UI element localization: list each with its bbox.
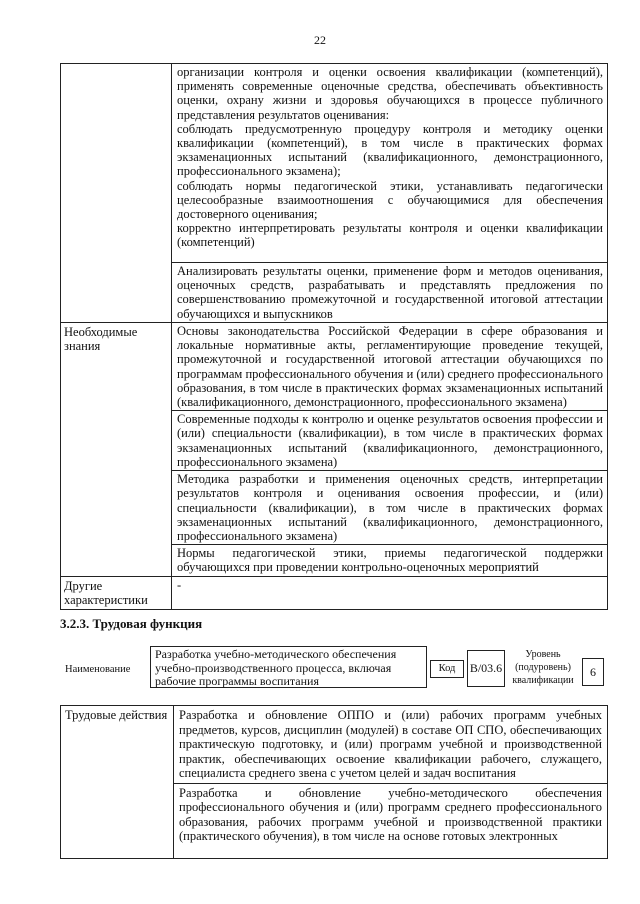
level-value: 6 (582, 658, 604, 686)
table-cell (172, 64, 608, 263)
table-cell: Методика разработки и применения оценочных средств, интерпретации результатов контроля и оценивания освоения профессии, и (или) специальности (квалификации), в том числе в практических формах экзаменационных испытаний (квалификационного, демонстрационного, профессионального экзамена) (172, 471, 608, 545)
code-label: Код (430, 660, 464, 678)
skills-text-1: организации контроля и оценки освоения квалификации (компетенций), применять современные оценочные средства, обеспечивать объективность оценки, охрану жизни и здоровья обучающихся в процессе публичного представления результатов оценивания: соблюдать предусмотренную процедуру контроля и методику оценки квалификации (компетенций), в том числе в практических формах экзаменационных испытаний (квалификационного, демонстрационного, профессионального экзамена); соблюдать нормы педагогической этики, устанавливать педагогически целесообразные взаимоотношения с обучающимися для обеспечения достоверного оценивания; корректно интерпретировать результаты контроля и оценки квалификации (компетенций) (177, 65, 603, 250)
table-cell: Разработка и обновление учебно-методического обеспечения профессионального обучения и (или) программ среднего профессионального образования, рабочих программ учебной и производственной практики (практического обучения), в том числе на основе готовых электронных (174, 783, 608, 858)
table-row-label-knowledge: Необходимые знания (61, 323, 172, 577)
labor-actions-table (60, 705, 608, 859)
table-cell: - (172, 576, 608, 609)
table-cell: Разработка и обновление ОППО и (или) рабочих программ учебных предметов, курсов, дисциплин (модулей) в составе ОП СПО, обеспечивающих практическую подготовку, и (или) программ учебной и производственной практик, обеспечивающих освоение квалификации рабочего, служащего, специалиста среднего звена с учетом целей и задач воспитания (174, 706, 608, 784)
section-title: 3.2.3. Трудовая функция (60, 616, 203, 631)
competency-table (60, 63, 608, 610)
table-cell: Современные подходы к контролю и оценке результатов освоения профессии и (или) специальности (квалификации), в том числе в практических формах экзаменационных испытаний (квалификационного, демонстрационного, профессионального экзамена) (172, 411, 608, 471)
table-cell: Нормы педагогической этики, приемы педагогической поддержки обучающихся при проведении контрольно-оценочных мероприятий (172, 545, 608, 576)
table-cell: Основы законодательства Российской Федерации в сфере образования и локальные нормативные акты, регламентирующие проведение текущей, промежуточной и государственной итоговой аттестации обучающихся по программам профессионального обучения и (или) среднего профессионального образования, в том числе в практических формах экзаменационных испытаний (квалификационного, демонстрационного, профессионального экзамена) (172, 323, 608, 411)
page-number: 22 (314, 33, 326, 47)
table-cell: Анализировать результаты оценки, применение форм и методов оценивания, оценочных средств, разрабатывать и представлять предложения по совершенствованию промежуточной и государственной итоговой аттестации обучающихся и выпускников (172, 263, 608, 323)
table-row-label (61, 64, 172, 323)
table-row-label-actions: Трудовые действия (61, 706, 174, 859)
name-value: Разработка учебно-методического обеспечения учебно-производственного процесса, включая рабочие программы воспитания (150, 646, 427, 688)
table-row-label-other: Другие характеристики (61, 576, 172, 609)
name-label: Наименование (65, 664, 131, 675)
level-label: Уровень (подуровень) квалификации (512, 649, 574, 686)
code-value: В/03.6 (467, 650, 505, 687)
